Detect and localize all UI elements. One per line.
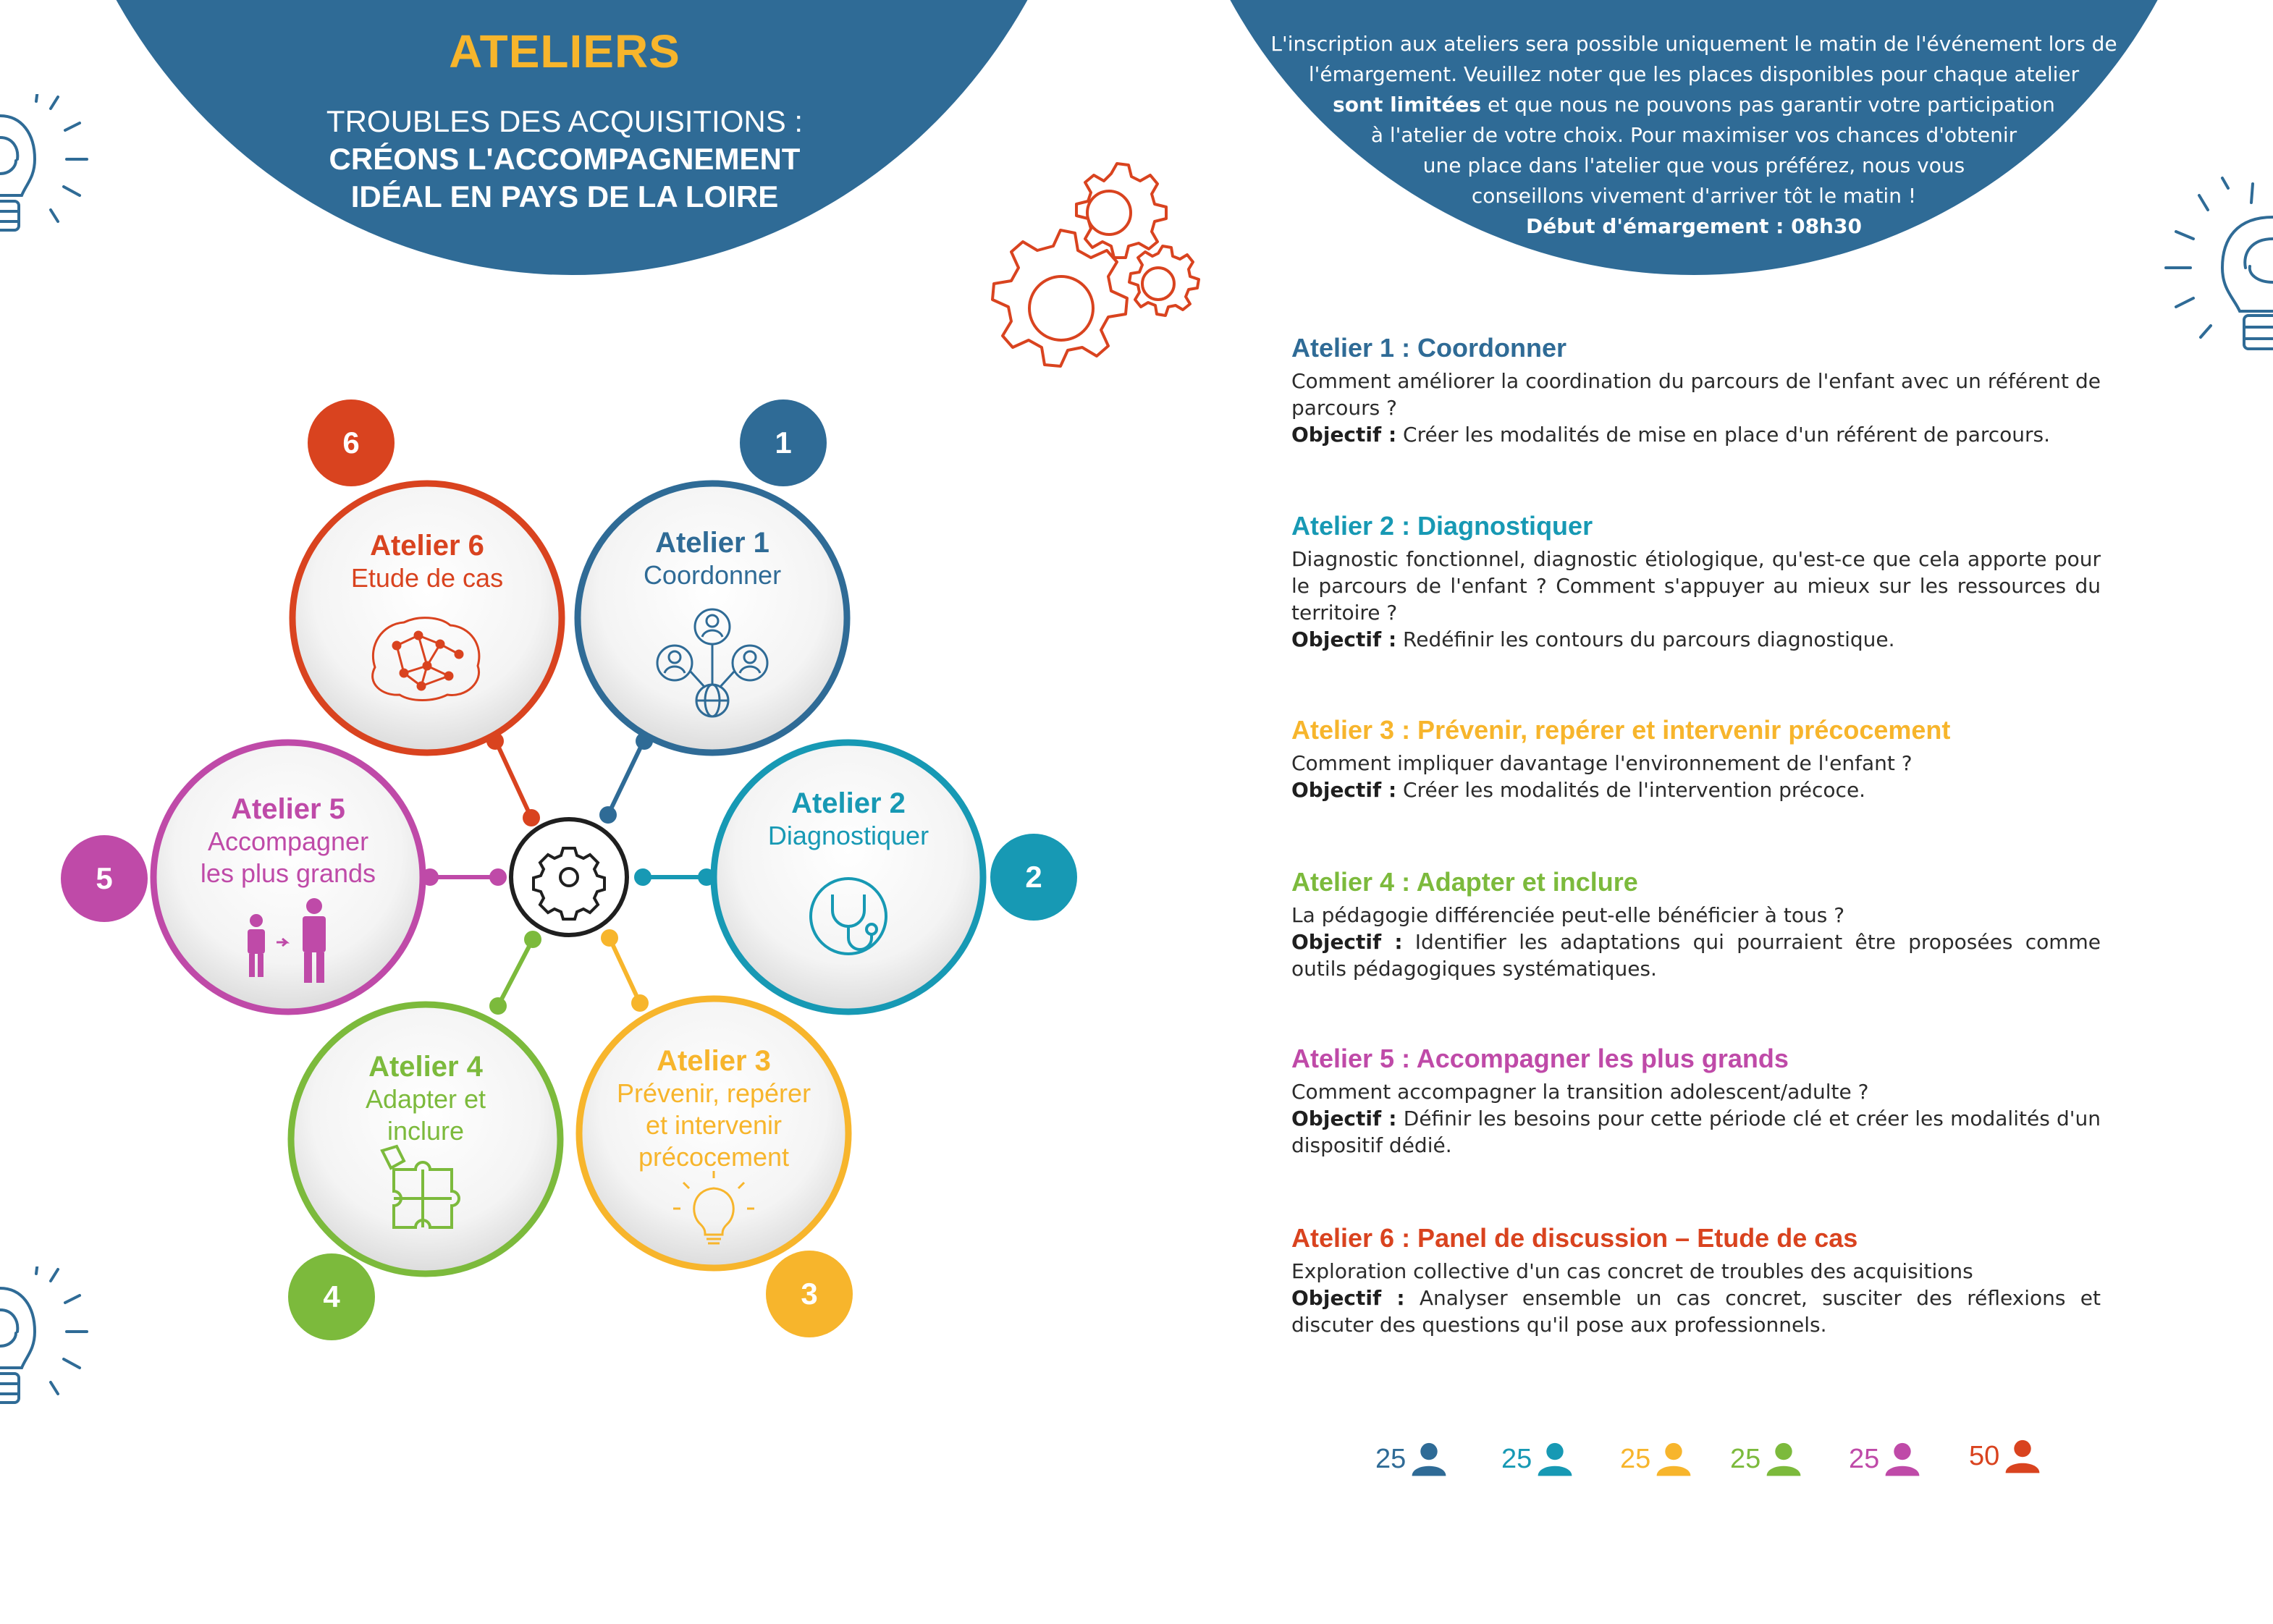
- info-line-3: et que nous ne pouvons pas garantir votre participation: [1481, 93, 2055, 117]
- objective-text: Identifier les adaptations qui pourraient être proposées comme outils pédagogiques systématiques.: [1291, 930, 2101, 981]
- atelier-3-label: [591, 1045, 837, 1173]
- person-icon: [1884, 1440, 1921, 1478]
- subtitle-line-1: TROUBLES DES ACQUISITIONS :: [326, 104, 804, 138]
- objective-text: Créer les modalités de l'intervention précoce.: [1396, 778, 1866, 802]
- subtitle-line-3: IDÉAL EN PAYS DE LA LOIRE: [350, 179, 779, 213]
- objective-text: Analyser ensemble un cas concret, susciter des réflexions et discuter des questions qu'il pose aux professionnels.: [1291, 1286, 2101, 1337]
- workshop-2: [1291, 511, 2101, 653]
- subtitle-line-2: CRÉONS L'ACCOMPAGNEMENT: [329, 142, 801, 176]
- capacity-2: [1501, 1440, 1574, 1478]
- atelier-1-circle: [578, 483, 847, 753]
- atelier-3-sub3: précocement: [638, 1142, 790, 1172]
- atelier-5-label: [165, 793, 411, 889]
- capacity-value: 25: [1849, 1443, 1880, 1474]
- workshop-6-title: Atelier 6 : Panel de discussion – Etude de cas: [1291, 1223, 1858, 1253]
- capacity-value: 25: [1620, 1443, 1651, 1474]
- workshop-5-objective: [1291, 1105, 2101, 1159]
- person-icon: [1536, 1440, 1574, 1478]
- atelier-4-label: [317, 1051, 534, 1147]
- objective-label: Objectif :: [1291, 423, 1397, 447]
- objective-label: Objectif :: [1291, 930, 1403, 954]
- workshop-6-desc: Exploration collective d'un cas concret de troubles des acquisitions: [1291, 1259, 1973, 1283]
- workshop-4-desc: La pédagogie différenciée peut-elle bénéficier à tous ?: [1291, 903, 1845, 927]
- workshop-5-desc: Comment accompagner la transition adolescent/adulte ?: [1291, 1080, 1869, 1104]
- objective-label: Objectif :: [1291, 1107, 1397, 1130]
- atelier-6-label: [319, 530, 536, 594]
- page-title: ATELIERS: [449, 25, 680, 77]
- capacity-value: 25: [1730, 1443, 1761, 1474]
- workshop-3-title: Atelier 3 : Prévenir, repérer et intervenir précocement: [1291, 715, 1951, 745]
- capacity-4: [1730, 1440, 1802, 1478]
- atelier-5-sub1: Accompagner: [207, 826, 369, 856]
- workshop-3-objective: [1291, 777, 2101, 803]
- workshop-4: [1291, 867, 2101, 982]
- person-icon: [1655, 1440, 1692, 1478]
- objective-label: Objectif :: [1291, 778, 1397, 802]
- capacity-5: [1849, 1440, 1921, 1478]
- start-time: Début d'émargement : 08h30: [1526, 214, 1862, 238]
- badge-5-number: 5: [96, 861, 113, 895]
- atelier-3-name: Atelier 3: [657, 1045, 771, 1077]
- info-line-1: L'inscription aux ateliers sera possible uniquement le matin de l'événement lors de: [1270, 32, 2117, 56]
- person-icon: [2004, 1437, 2041, 1475]
- workshop-1: [1291, 333, 2101, 448]
- atelier-2-label: [740, 787, 957, 852]
- atelier-1-label: [604, 527, 821, 591]
- atelier-6-sub: Etude de cas: [350, 563, 504, 593]
- atelier-4-sub2: inclure: [387, 1116, 465, 1146]
- workshop-1-title: Atelier 1 : Coordonner: [1291, 333, 1567, 363]
- registration-info: [1245, 29, 2143, 242]
- workshop-1-objective: [1291, 421, 2101, 448]
- badge-4-number: 4: [323, 1280, 340, 1314]
- info-line-6: conseillons vivement d'arriver tôt le matin !: [1471, 184, 1917, 208]
- capacity-3: [1620, 1440, 1692, 1478]
- workshop-3-desc: Comment impliquer davantage l'environnement de l'enfant ?: [1291, 751, 1913, 775]
- workshop-4-objective: [1291, 929, 2101, 982]
- workshop-2-desc: Diagnostic fonctionnel, diagnostic étiologique, qu'est-ce que cela apporte pour le parcours de l'enfant ? Comment s'appuyer au mieux sur les ressources du territoire ?: [1291, 547, 2101, 625]
- badge-3-number: 3: [801, 1277, 818, 1311]
- workshop-1-desc: Comment améliorer la coordination du parcours de l'enfant avec un référent de parcours ?: [1291, 369, 2101, 420]
- atelier-5-sub2: les plus grands: [200, 858, 376, 888]
- badge-6-number: 6: [342, 426, 360, 460]
- workshop-4-title: Atelier 4 : Adapter et inclure: [1291, 867, 1638, 897]
- info-line-2: l'émargement. Veuillez noter que les places disponibles pour chaque atelier: [1308, 62, 2080, 86]
- atelier-4-sub1: Adapter et: [365, 1084, 486, 1114]
- atelier-4-name: Atelier 4: [368, 1051, 483, 1083]
- workshop-3: [1291, 715, 2101, 803]
- atelier-2-name: Atelier 2: [791, 787, 906, 819]
- objective-label: Objectif :: [1291, 1286, 1405, 1310]
- capacity-value: 25: [1375, 1443, 1407, 1474]
- atelier-2-sub: Diagnostiquer: [767, 821, 929, 850]
- info-line-5: une place dans l'atelier que vous préférez, nous vous: [1422, 153, 1965, 177]
- capacity-6: [1969, 1437, 2041, 1475]
- badge-1-number: 1: [775, 426, 792, 460]
- atelier-3-sub1: Prévenir, repérer: [616, 1078, 811, 1108]
- person-icon: [1410, 1440, 1448, 1478]
- person-icon: [1765, 1440, 1802, 1478]
- workshop-6-objective: [1291, 1285, 2101, 1338]
- atelier-1-sub: Coordonner: [643, 560, 782, 590]
- objective-text: Redéfinir les contours du parcours diagnostique.: [1396, 627, 1895, 651]
- objective-label: Objectif :: [1291, 627, 1397, 651]
- brain-bulb-icon: [2150, 174, 2273, 362]
- objective-text: Créer les modalités de mise en place d'un référent de parcours.: [1396, 423, 2051, 447]
- atelier-1-name: Atelier 1: [655, 527, 769, 559]
- info-line-3-bold: sont limitées: [1333, 93, 1482, 117]
- atelier-3-sub2: et intervenir: [645, 1110, 783, 1140]
- objective-text: Définir les besoins pour cette période clé et créer les modalités d'un dispositif dédié.: [1291, 1107, 2101, 1157]
- info-line-4: à l'atelier de votre choix. Pour maximiser vos chances d'obtenir: [1370, 123, 2017, 147]
- workshop-5: [1291, 1044, 2101, 1159]
- atelier-5-name: Atelier 5: [231, 793, 345, 825]
- atelier-6-name: Atelier 6: [370, 530, 484, 562]
- workshop-2-title: Atelier 2 : Diagnostiquer: [1291, 511, 1593, 541]
- capacity-value: 25: [1501, 1443, 1532, 1474]
- capacity-1: [1375, 1440, 1448, 1478]
- badge-2-number: 2: [1025, 860, 1042, 894]
- workshop-6: [1291, 1223, 2101, 1338]
- capacity-value: 50: [1969, 1440, 2000, 1471]
- workshop-5-title: Atelier 5 : Accompagner les plus grands: [1291, 1044, 1789, 1073]
- workshop-2-objective: [1291, 626, 2101, 653]
